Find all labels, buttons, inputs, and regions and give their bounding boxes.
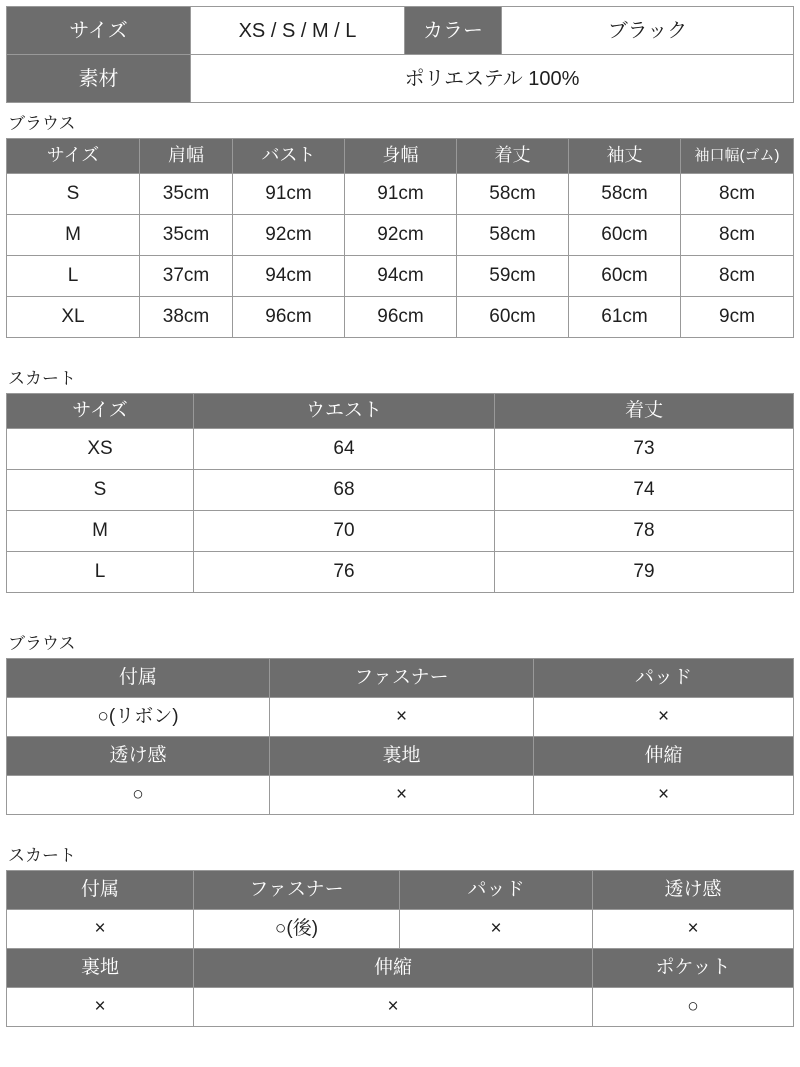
cell: 8cm bbox=[681, 174, 794, 215]
cell: 70 bbox=[194, 511, 495, 552]
feat-sheer-value: ○ bbox=[7, 776, 270, 815]
feat-zipper-header: ファスナー bbox=[194, 871, 400, 910]
spec-material-value: ポリエステル 100% bbox=[191, 55, 794, 103]
col-waist: ウエスト bbox=[194, 394, 495, 429]
table-row bbox=[7, 552, 794, 593]
cell: 91cm bbox=[345, 174, 457, 215]
cell: 60cm bbox=[457, 297, 569, 338]
cell: 79 bbox=[495, 552, 794, 593]
cell: 73 bbox=[495, 429, 794, 470]
cell: 60cm bbox=[569, 215, 681, 256]
feat-attachment-header: 付属 bbox=[7, 871, 194, 910]
table-row bbox=[7, 7, 794, 55]
cell: 74 bbox=[495, 470, 794, 511]
table-row bbox=[7, 988, 794, 1027]
feat-lining-value: × bbox=[270, 776, 534, 815]
col-width: 身幅 bbox=[345, 139, 457, 174]
cell: 76 bbox=[194, 552, 495, 593]
blouse-size-table bbox=[6, 138, 794, 338]
cell: S bbox=[7, 174, 140, 215]
cell: 68 bbox=[194, 470, 495, 511]
cell: 38cm bbox=[140, 297, 233, 338]
cell: 37cm bbox=[140, 256, 233, 297]
feat-lining-value: × bbox=[7, 988, 194, 1027]
col-length: 着丈 bbox=[495, 394, 794, 429]
cell: XL bbox=[7, 297, 140, 338]
spec-material-header: 素材 bbox=[7, 55, 191, 103]
cell: 59cm bbox=[457, 256, 569, 297]
blouse-features-table bbox=[6, 658, 794, 815]
col-bust: バスト bbox=[233, 139, 345, 174]
col-size: サイズ bbox=[7, 139, 140, 174]
feat-pad-value: × bbox=[534, 698, 794, 737]
feat-attachment-value: × bbox=[7, 910, 194, 949]
cell: 94cm bbox=[345, 256, 457, 297]
cell: 92cm bbox=[233, 215, 345, 256]
col-shoulder: 肩幅 bbox=[140, 139, 233, 174]
spec-size-value: XS / S / M / L bbox=[191, 7, 405, 55]
cell: 8cm bbox=[681, 256, 794, 297]
table-header-row bbox=[7, 139, 794, 174]
feat-attachment-header: 付属 bbox=[7, 659, 270, 698]
skirt-features-table bbox=[6, 870, 794, 1027]
cell: 64 bbox=[194, 429, 495, 470]
spec-table bbox=[6, 6, 794, 103]
feat-zipper-header: ファスナー bbox=[270, 659, 534, 698]
cell: 8cm bbox=[681, 215, 794, 256]
feat-lining-header: 裏地 bbox=[270, 737, 534, 776]
table-row bbox=[7, 470, 794, 511]
feat-zipper-value: ○(後) bbox=[194, 910, 400, 949]
feat-stretch-header: 伸縮 bbox=[194, 949, 593, 988]
cell: 35cm bbox=[140, 174, 233, 215]
cell: 92cm bbox=[345, 215, 457, 256]
cell: 61cm bbox=[569, 297, 681, 338]
cell: 58cm bbox=[457, 174, 569, 215]
feat-attachment-value: ○(リボン) bbox=[7, 698, 270, 737]
feat-stretch-value: × bbox=[194, 988, 593, 1027]
cell: 96cm bbox=[345, 297, 457, 338]
feat-stretch-value: × bbox=[534, 776, 794, 815]
spec-color-header: カラー bbox=[405, 7, 502, 55]
cell: 60cm bbox=[569, 256, 681, 297]
cell: L bbox=[7, 552, 194, 593]
col-cuff: 袖口幅(ゴム) bbox=[681, 139, 794, 174]
skirt-features-label: スカート bbox=[8, 846, 76, 866]
feat-zipper-value: × bbox=[270, 698, 534, 737]
spec-color-value: ブラック bbox=[502, 7, 794, 55]
blouse-size-label: ブラウス bbox=[8, 114, 76, 133]
feat-lining-header: 裏地 bbox=[7, 949, 194, 988]
table-header-row bbox=[7, 394, 794, 429]
cell: 35cm bbox=[140, 215, 233, 256]
skirt-size-table bbox=[6, 393, 794, 593]
table-row bbox=[7, 429, 794, 470]
col-length: 着丈 bbox=[457, 139, 569, 174]
cell: M bbox=[7, 215, 140, 256]
table-row bbox=[7, 297, 794, 338]
table-row bbox=[7, 174, 794, 215]
table-row bbox=[7, 256, 794, 297]
spec-size-header: サイズ bbox=[7, 7, 191, 55]
table-header-row bbox=[7, 737, 794, 776]
cell: 94cm bbox=[233, 256, 345, 297]
cell: 58cm bbox=[569, 174, 681, 215]
feat-pad-header: パッド bbox=[400, 871, 593, 910]
col-sleeve: 袖丈 bbox=[569, 139, 681, 174]
feat-pocket-header: ポケット bbox=[593, 949, 794, 988]
feat-pocket-value: ○ bbox=[593, 988, 794, 1027]
feat-pad-header: パッド bbox=[534, 659, 794, 698]
feat-stretch-header: 伸縮 bbox=[534, 737, 794, 776]
table-row bbox=[7, 55, 794, 103]
cell: S bbox=[7, 470, 194, 511]
skirt-size-label: スカート bbox=[8, 369, 76, 389]
feat-sheer-header: 透け感 bbox=[7, 737, 270, 776]
cell: M bbox=[7, 511, 194, 552]
table-header-row bbox=[7, 659, 794, 698]
feat-pad-value: × bbox=[400, 910, 593, 949]
table-header-row bbox=[7, 871, 794, 910]
cell: XS bbox=[7, 429, 194, 470]
table-header-row bbox=[7, 949, 794, 988]
table-row bbox=[7, 215, 794, 256]
table-row bbox=[7, 698, 794, 737]
cell: 78 bbox=[495, 511, 794, 552]
cell: L bbox=[7, 256, 140, 297]
blouse-features-label: ブラウス bbox=[8, 634, 76, 654]
cell: 91cm bbox=[233, 174, 345, 215]
col-size: サイズ bbox=[7, 394, 194, 429]
table-row bbox=[7, 910, 794, 949]
table-row bbox=[7, 511, 794, 552]
feat-sheer-value: × bbox=[593, 910, 794, 949]
cell: 9cm bbox=[681, 297, 794, 338]
feat-sheer-header: 透け感 bbox=[593, 871, 794, 910]
cell: 58cm bbox=[457, 215, 569, 256]
table-row bbox=[7, 776, 794, 815]
cell: 96cm bbox=[233, 297, 345, 338]
